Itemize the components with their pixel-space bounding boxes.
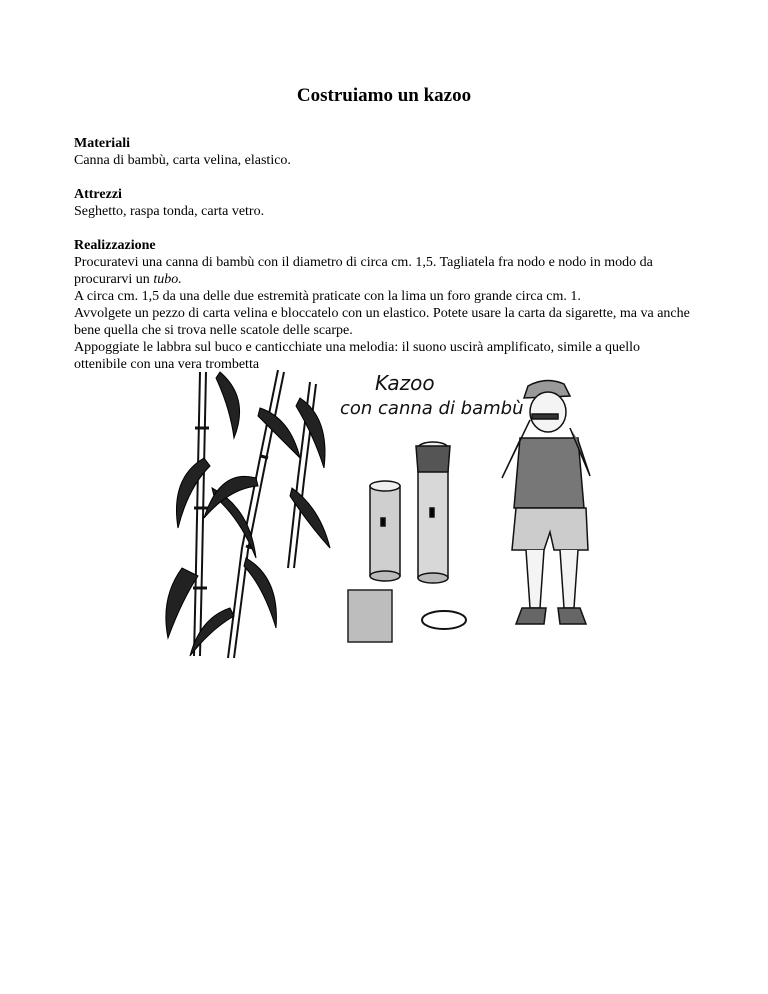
document-body	[74, 135, 694, 373]
paragraph-3: Avvolgete un pezzo di carta velina e bloccatelo con un elastico. Potete usare la carta da sigarette, ma va anche bene quella che si trova nelle scatole delle scarpe.	[74, 306, 690, 338]
paragraph-4: Appoggiate le labbra sul buco e canticchiate una melodia: il suono uscirà amplificato, simile a quello ottenibile con una vera trombetta	[74, 340, 641, 372]
caption-line-2: con canna di bambù	[340, 398, 524, 419]
section-heading-realizzazione: Realizzazione	[74, 238, 156, 253]
tissue-paper-drawing	[348, 590, 392, 642]
bamboo-tube-drawing	[370, 481, 400, 581]
section-text-materiali: Canna di bambù, carta velina, elastico.	[74, 153, 291, 168]
section-heading-materiali: Materiali	[74, 136, 130, 151]
kazoo-illustration	[160, 368, 600, 660]
paragraph-1	[74, 254, 694, 288]
rubber-band-drawing	[422, 611, 466, 629]
section-materiali	[74, 135, 694, 169]
bamboo-plant-drawing	[193, 370, 316, 658]
page-title: Costruiamo un kazoo	[296, 85, 472, 106]
paragraph-1-text: Procuratevi una canna di bambù con il diametro di circa cm. 1,5. Tagliatela fra nodo e nodo in modo da procurarvi un	[74, 255, 653, 287]
paragraph-1-emphasis: tubo.	[153, 272, 182, 287]
caption-line-1: Kazoo	[375, 371, 435, 395]
section-attrezzi	[74, 186, 694, 220]
kazoo-tube-drawing	[416, 442, 450, 583]
section-realizzazione	[74, 237, 694, 373]
section-heading-attrezzi: Attrezzi	[74, 187, 122, 202]
section-text-attrezzi: Seghetto, raspa tonda, carta vetro.	[74, 204, 265, 219]
paragraph-2: A circa cm. 1,5 da una delle due estremità praticate con la lima un foro grande circa cm. 1.	[74, 289, 581, 304]
